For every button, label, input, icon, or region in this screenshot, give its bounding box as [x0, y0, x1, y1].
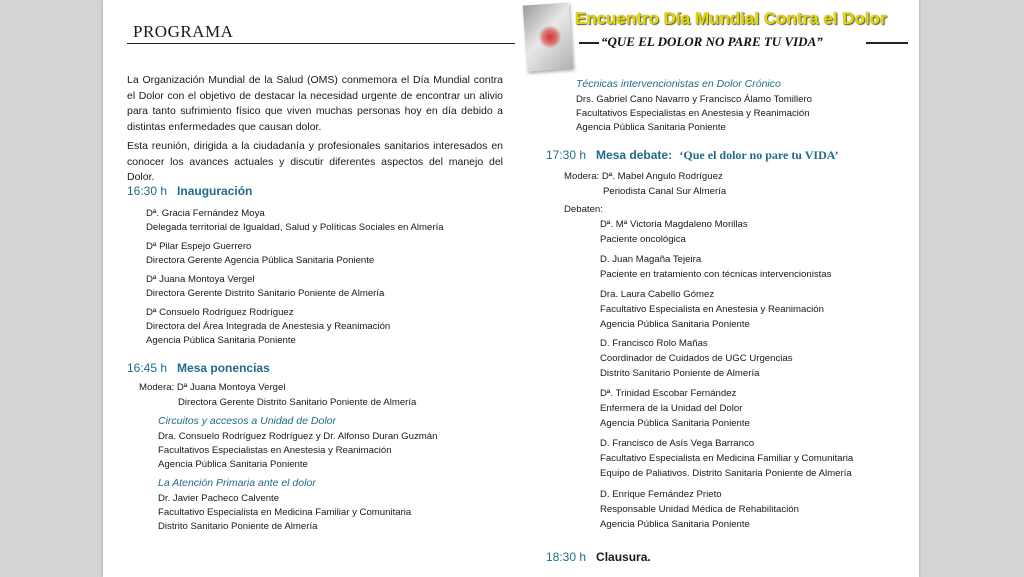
panelist-role: Agencia Pública Sanitaria Poniente [600, 418, 750, 429]
panelist-role: Agencia Pública Sanitaria Poniente [600, 519, 750, 530]
panelist-role: Facultativo Especialista en Medicina Familiar y Comunitaria [600, 453, 854, 464]
ponencias-header [127, 361, 270, 375]
clausura-title: Clausura. [596, 550, 651, 564]
ponencias-time: 16:45 h [127, 361, 168, 375]
inauguracion-time: 16:30 h [127, 184, 168, 198]
clausura-header [546, 550, 651, 564]
panelist-name: Dª. Mª Victoria Magdaleno Morillas [600, 219, 748, 230]
talk-line: Drs. Gabriel Cano Navarro y Francisco Álamo Tomillero [576, 94, 813, 105]
inauguracion-header [127, 184, 252, 198]
speaker-name: Dª Consuelo Rodríguez Rodríguez [146, 307, 294, 318]
panelist-role: Enfermera de la Unidad del Dolor [600, 403, 743, 414]
slogan-divider-right [866, 42, 908, 44]
talk-line: Dr. Javier Pacheco Calvente [158, 493, 280, 504]
clausura-time: 18:30 h [546, 550, 587, 564]
debate-time: 17:30 h [546, 148, 587, 162]
panelist-role: Agencia Pública Sanitaria Poniente [600, 319, 750, 330]
program-page [103, 0, 919, 577]
back-pain-logo-image [523, 2, 573, 71]
event-title: Encuentro Día Mundial Contra el Dolor [575, 9, 887, 28]
talk-line: Agencia Pública Sanitaria Poniente [576, 122, 726, 133]
debate-slogan: ‘Que el dolor no pare tu VIDA’ [679, 148, 839, 162]
debaten-label: Debaten: [564, 204, 603, 215]
speaker-role: Delegada territorial de Igualdad, Salud y Políticas Sociales en Almería [146, 222, 444, 233]
talk-line: Facultativo Especialista en Medicina Familiar y Comunitaria [158, 507, 412, 518]
talk-line: Agencia Pública Sanitaria Poniente [158, 459, 308, 470]
talk-title: Técnicas intervencionistas en Dolor Crónico [576, 78, 781, 90]
panelist-name: D. Francisco Rolo Mañas [600, 338, 708, 349]
talk-line: Facultativos Especialistas en Anestesia y Reanimación [158, 445, 392, 456]
event-slogan: “QUE EL DOLOR NO PARE TU VIDA” [601, 34, 823, 49]
slogan-divider-left [579, 42, 599, 44]
panelist-name: D. Enrique Fernández Prieto [600, 489, 722, 500]
speaker-name: Dª Pilar Espejo Guerrero [146, 241, 252, 252]
intro-paragraph-2: Esta reunión, dirigida a la ciudadanía y profesionales sanitarios interesados en conocer los avances actuales y discutir diferentes aspectos del manejo del Dolor. [127, 140, 503, 183]
debate-moderator-role: Periodista Canal Sur Almería [603, 186, 727, 197]
pain-spot-icon [538, 25, 561, 48]
programa-divider [127, 43, 515, 44]
talk-title: Circuitos y accesos a Unidad de Dolor [158, 415, 336, 427]
speaker-name: Dª Juana Montoya Vergel [146, 274, 255, 285]
panelist-name: D. Francisco de Asís Vega Barranco [600, 438, 755, 449]
talk-line: Dra. Consuelo Rodríguez Rodríguez y Dr. Alfonso Duran Guzmán [158, 431, 438, 442]
intro-paragraph-1: La Organización Mundial de la Salud (OMS) conmemora el Día Mundial contra el Dolor con el objetivo de destacar la necesidad urgente de encontrar un alivio para tanto sufrimiento físico que viven muchas personas hoy en día debido a distintas enfermedades que causan dolor. [127, 74, 503, 133]
panelist-role: Facultativo Especialista en Anestesia y Reanimación [600, 304, 824, 315]
speaker-role: Directora del Área Integrada de Anestesia y Reanimación [146, 321, 391, 332]
debate-moderator: Modera: Dª. Mabel Angulo Rodríguez [564, 171, 723, 182]
speaker-role: Agencia Pública Sanitaria Poniente [146, 335, 296, 346]
speaker-name: Dª. Gracia Fernández Moya [146, 208, 265, 219]
talk-title: La Atención Primaria ante el dolor [158, 477, 316, 489]
ponencias-moderator: Modera: Dª Juana Montoya Vergel [139, 382, 286, 393]
panelist-role: Paciente oncológica [600, 234, 686, 245]
panelist-name: Dª. Trinidad Escobar Fernández [600, 388, 737, 399]
panelist-role: Responsable Unidad Médica de Rehabilitación [600, 504, 799, 515]
talk-line: Distrito Sanitario Poniente de Almería [158, 521, 318, 532]
programa-heading: PROGRAMA [133, 22, 234, 41]
talk-line: Facultativos Especialistas en Anestesia y Reanimación [576, 108, 810, 119]
debate-header [546, 148, 839, 163]
debate-title: Mesa debate: [596, 148, 673, 162]
panelist-role: Distrito Sanitario Poniente de Almería [600, 368, 760, 379]
panelist-name: D. Juan Magaña Tejeira [600, 254, 702, 265]
inauguracion-title: Inauguración [177, 184, 253, 198]
ponencias-title: Mesa ponencias [177, 361, 270, 375]
panelist-role: Equipo de Paliativos. Distrito Sanitaria Poniente de Almería [600, 468, 852, 479]
panelist-role: Paciente en tratamiento con técnicas intervencionistas [600, 269, 832, 280]
panelist-role: Coordinador de Cuidados de UGC Urgencias [600, 353, 793, 364]
speaker-role: Directora Gerente Distrito Sanitario Poniente de Almería [146, 288, 385, 299]
speaker-role: Directora Gerente Agencia Pública Sanitaria Poniente [146, 255, 375, 266]
panelist-name: Dra. Laura Cabello Gómez [600, 289, 715, 300]
ponencias-moderator-role: Directora Gerente Distrito Sanitario Poniente de Almería [178, 397, 417, 408]
